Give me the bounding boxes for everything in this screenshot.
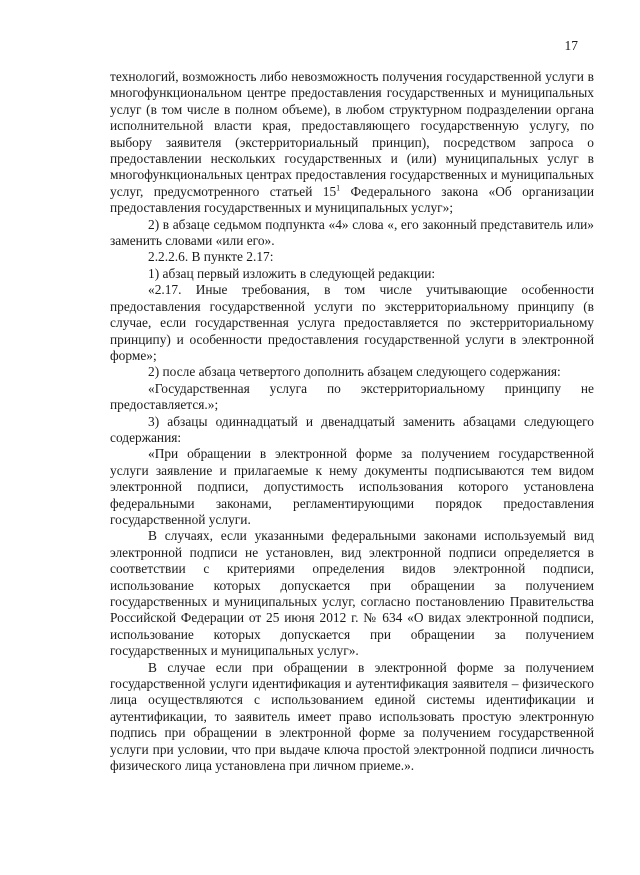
page-number: 17 xyxy=(564,38,578,53)
paragraph-3: 2.2.2.6. В пункте 2.17: xyxy=(148,249,274,265)
paragraph-7: «Государственная услуга по экстерриториальному принципу не предоставляется.»; xyxy=(110,380,594,413)
document-body xyxy=(110,69,594,774)
paragraph-2: 2) в абзаце седьмом подпункта «4» слова «, его законный представитель или» заменить словами «или его». xyxy=(110,216,594,249)
paragraph-1: технологий, возможность либо невозможность получения государственной услуги в многофункциональном центре предоставления государственных и муниципальных услуг (в том числе в полном объеме), в любом структурном подразделении органа исполнительной власти края, предоставляющего государственную услугу, по выбору заявителя (экстерриториальный принцип), посредством запроса о предоставлении нескольких государственных и (или) муниципальных услуг в многофункциональных центрах предоставления государственных и муниципальных услуг, предусмотренного статьей $15^1$ Федерального закона «Об организации предоставления государственных и муниципальных услуг»; xyxy=(110,69,594,216)
paragraph-5: «2.17. Иные требования, в том числе учитывающие особенности предоставления государственной услуги по экстерриториальному принципу (в случае, если государственная услуга предоставляется по экстерриториальному принципу) и особенности предоставления государственной услуги в электронной форме»; xyxy=(110,282,594,363)
superscript: 1 xyxy=(336,183,341,193)
paragraph-6: 2) после абзаца четвертого дополнить абзацем следующего содержания: xyxy=(148,364,561,380)
paragraph-11: В случае если при обращении в электронной форме за получением государственной услуги идентификация и аутентификация заявителя – физического лица осуществляются с использованием единой системы идентификации и аутентификации, то заявитель имеет право использовать простую электронную подпись при обращении в электронной форме за получением государственной услуги при условии, что при выдаче ключа простой электронной подписи личность физического лица установлена при личном приеме.». xyxy=(110,659,594,774)
paragraph-4: 1) абзац первый изложить в следующей редакции: xyxy=(148,265,436,281)
paragraph-10: В случаях, если указанными федеральными законами используемый вид электронной подписи не установлен, вид электронной подписи определяется в соответствии с критериями определения видов электронной подписи, использование которых допускается при обращении за получением государственных и муниципальных услуг, согласно постановлению Правительства Российской Федерации от 25 июня 2012 г. № 634 «О видах электронной подписи, использование которых допускается при обращении за получением государственных и муниципальных услуг». xyxy=(110,528,594,659)
paragraph-8: 3) абзацы одиннадцатый и двенадцатый заменить абзацами следующего содержания: xyxy=(110,413,594,445)
paragraph-9: «При обращении в электронной форме за получением государственной услуги заявление и прилагаемые к нему документы подписываются тем видом электронной подписи, допустимость использования которого установлена федеральными законами, регламентирующими порядок предоставления государственной услуги. xyxy=(110,446,594,527)
